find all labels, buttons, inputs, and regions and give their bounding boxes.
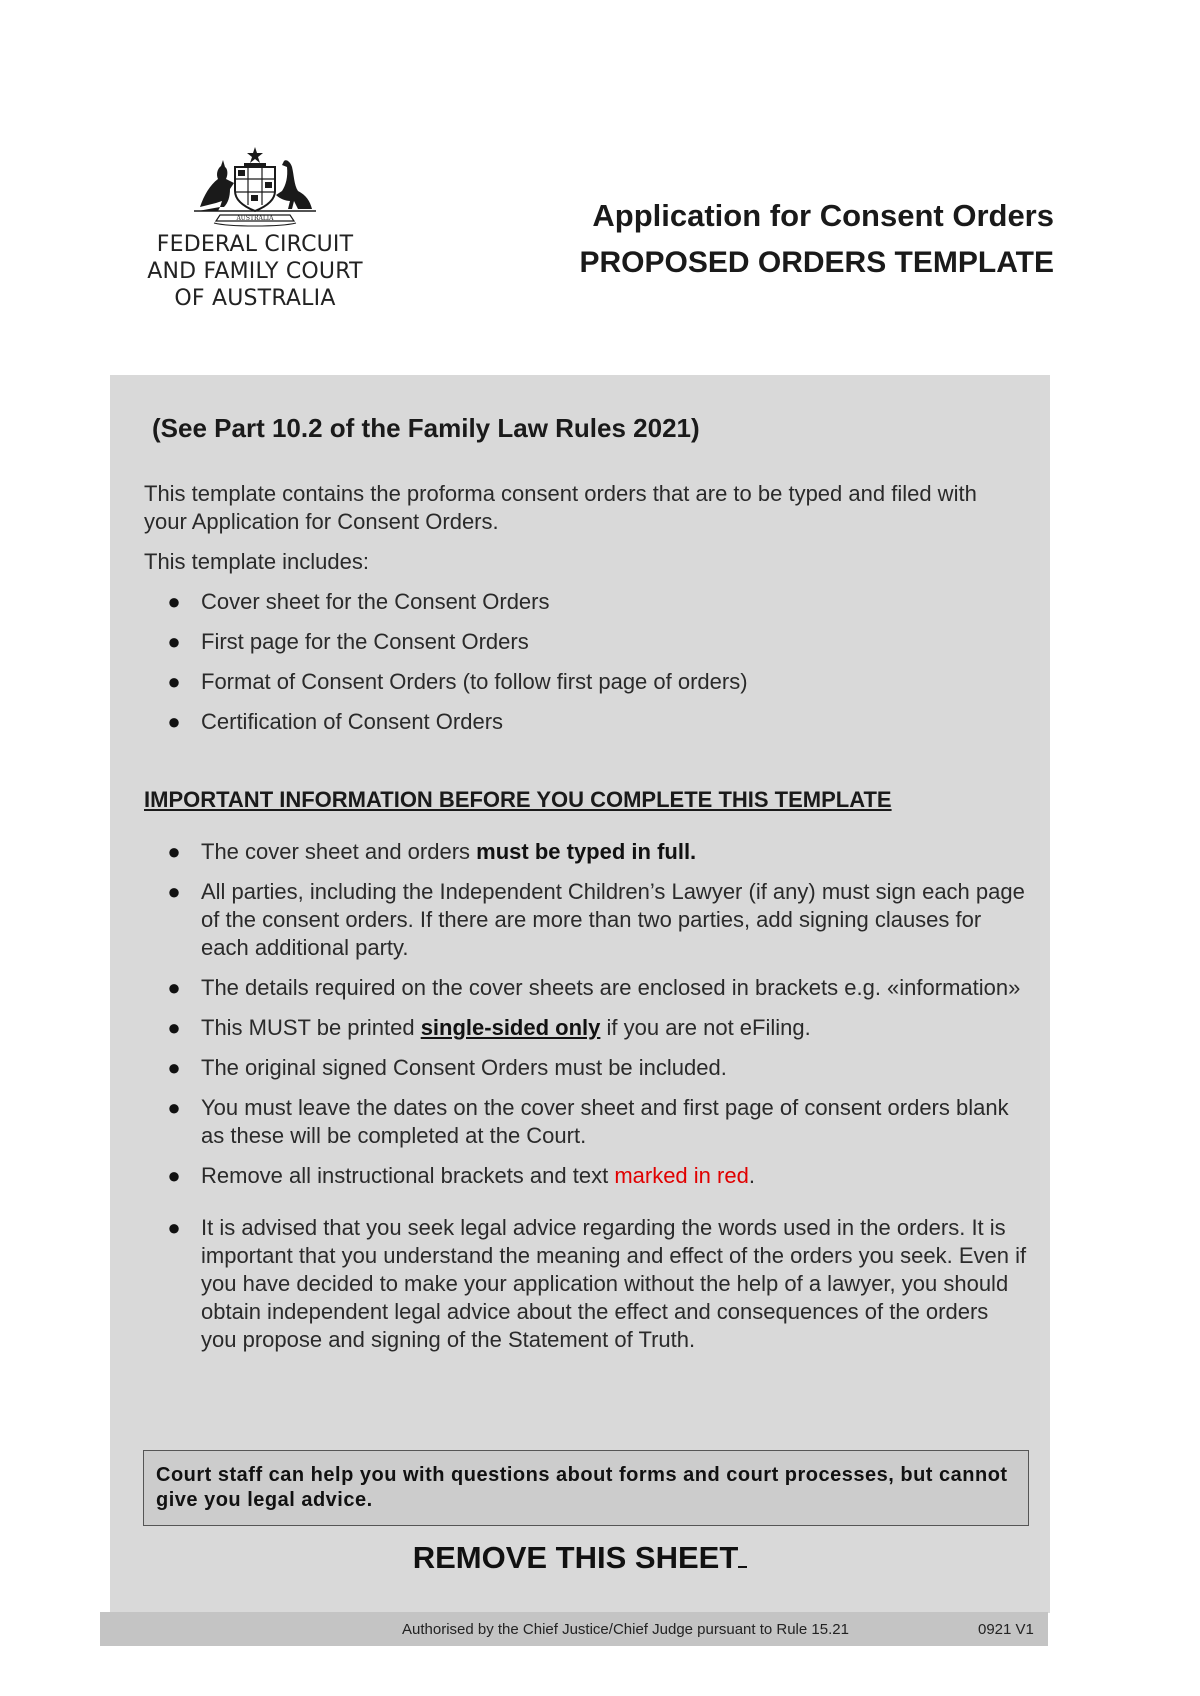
rules-reference: (See Part 10.2 of the Family Law Rules 2021) xyxy=(152,413,700,443)
remove-sheet-text: REMOVE THIS SHEET xyxy=(412,1540,739,1575)
list-item-text: The cover sheet and orders xyxy=(201,839,477,864)
list-item-text: Format of Consent Orders (to follow first page of orders) xyxy=(201,669,748,694)
list-item xyxy=(144,708,1024,736)
court-logo xyxy=(140,145,370,312)
list-item xyxy=(144,628,1024,656)
bullet-icon: ● xyxy=(167,879,181,904)
list-item-text: Cover sheet for the Consent Orders xyxy=(201,589,550,614)
document-subtitle: PROPOSED ORDERS TEMPLATE xyxy=(579,246,1054,279)
list-item-text: It is advised that you seek legal advice regarding the words used in the orders. It is important that you understand the meaning and effect of the orders you seek. Even if you have decided to make your application without the help of a lawyer, you should obtain independent legal advice about the effect and consequences of the orders you propose and signing of the Statement of Truth. xyxy=(201,1215,1027,1352)
emphasis-text: must be typed in full. xyxy=(476,839,697,864)
court-name-line-1: FEDERAL CIRCUIT xyxy=(156,232,354,257)
intro-paragraph: This template contains the proforma consent orders that are to be typed and filed with your Application for Consent Orders. xyxy=(144,481,977,534)
list-item xyxy=(144,588,1024,616)
footer-bar xyxy=(100,1612,1048,1646)
crest-scroll-label: AUSTRALIA xyxy=(236,215,274,222)
list-item xyxy=(144,878,1029,962)
underscore-mark xyxy=(738,1538,747,1568)
bullet-icon: ● xyxy=(167,709,181,734)
document-titles xyxy=(580,197,1055,281)
important-heading: IMPORTANT INFORMATION BEFORE YOU COMPLETE THIS TEMPLATE xyxy=(144,787,892,812)
court-name-line-2: AND FAMILY COURT xyxy=(147,259,363,284)
list-item-text: if you are not eFiling. xyxy=(600,1015,811,1040)
bullet-icon: ● xyxy=(167,669,181,694)
court-name xyxy=(140,231,370,312)
red-text: marked in red xyxy=(614,1163,749,1188)
list-item xyxy=(144,668,1024,696)
list-item xyxy=(144,1014,1029,1042)
includes-heading: This template includes: xyxy=(144,549,369,574)
intro-section xyxy=(144,480,1024,748)
bullet-icon: ● xyxy=(167,629,181,654)
important-list xyxy=(144,838,1029,1366)
document-title: Application for Consent Orders xyxy=(592,198,1054,233)
bullet-icon: ● xyxy=(167,839,181,864)
list-item-text: Certification of Consent Orders xyxy=(201,709,504,734)
list-item xyxy=(144,974,1029,1002)
bullet-icon: ● xyxy=(167,1215,181,1240)
court-name-line-3: OF AUSTRALIA xyxy=(174,286,336,311)
bullet-icon: ● xyxy=(167,1055,181,1080)
list-item xyxy=(144,1162,1029,1190)
list-item-text: The details required on the cover sheets are enclosed in brackets e.g. «information» xyxy=(201,975,1021,1000)
coat-of-arms-icon xyxy=(190,145,320,227)
bullet-icon: ● xyxy=(167,1163,181,1188)
authorisation-text: Authorised by the Chief Justice/Chief Judge pursuant to Rule 15.21 xyxy=(402,1621,849,1638)
list-item xyxy=(144,1214,1029,1354)
version-code: 0921 V1 xyxy=(978,1621,1034,1638)
list-item-text: You must leave the dates on the cover sheet and first page of consent orders blank as these will be completed at the Court. xyxy=(201,1095,1009,1148)
bullet-icon: ● xyxy=(167,975,181,1000)
bullet-icon: ● xyxy=(167,1015,181,1040)
bullet-icon: ● xyxy=(167,1095,181,1120)
emphasis-text: single-sided only xyxy=(420,1015,601,1040)
list-item-text: The original signed Consent Orders must be included. xyxy=(201,1055,727,1080)
remove-sheet-heading xyxy=(110,1538,1050,1576)
instruction-panel xyxy=(110,375,1050,1613)
includes-list xyxy=(144,588,1024,736)
list-item-text: This MUST be printed xyxy=(201,1015,421,1040)
list-item-text: Remove all instructional brackets and text xyxy=(201,1163,615,1188)
list-item xyxy=(144,1094,1029,1150)
staff-notice-box: Court staff can help you with questions about forms and court processes, but cannot give you legal advice. xyxy=(143,1450,1029,1526)
bullet-icon: ● xyxy=(167,589,181,614)
list-item-text: First page for the Consent Orders xyxy=(201,629,529,654)
list-item-text: All parties, including the Independent Children’s Lawyer (if any) must sign each page of the consent orders. If there are more than two parties, add signing clauses for each additional party. xyxy=(201,879,1025,960)
list-item-text: . xyxy=(748,1163,755,1188)
list-item xyxy=(144,838,1029,866)
list-item xyxy=(144,1054,1029,1082)
